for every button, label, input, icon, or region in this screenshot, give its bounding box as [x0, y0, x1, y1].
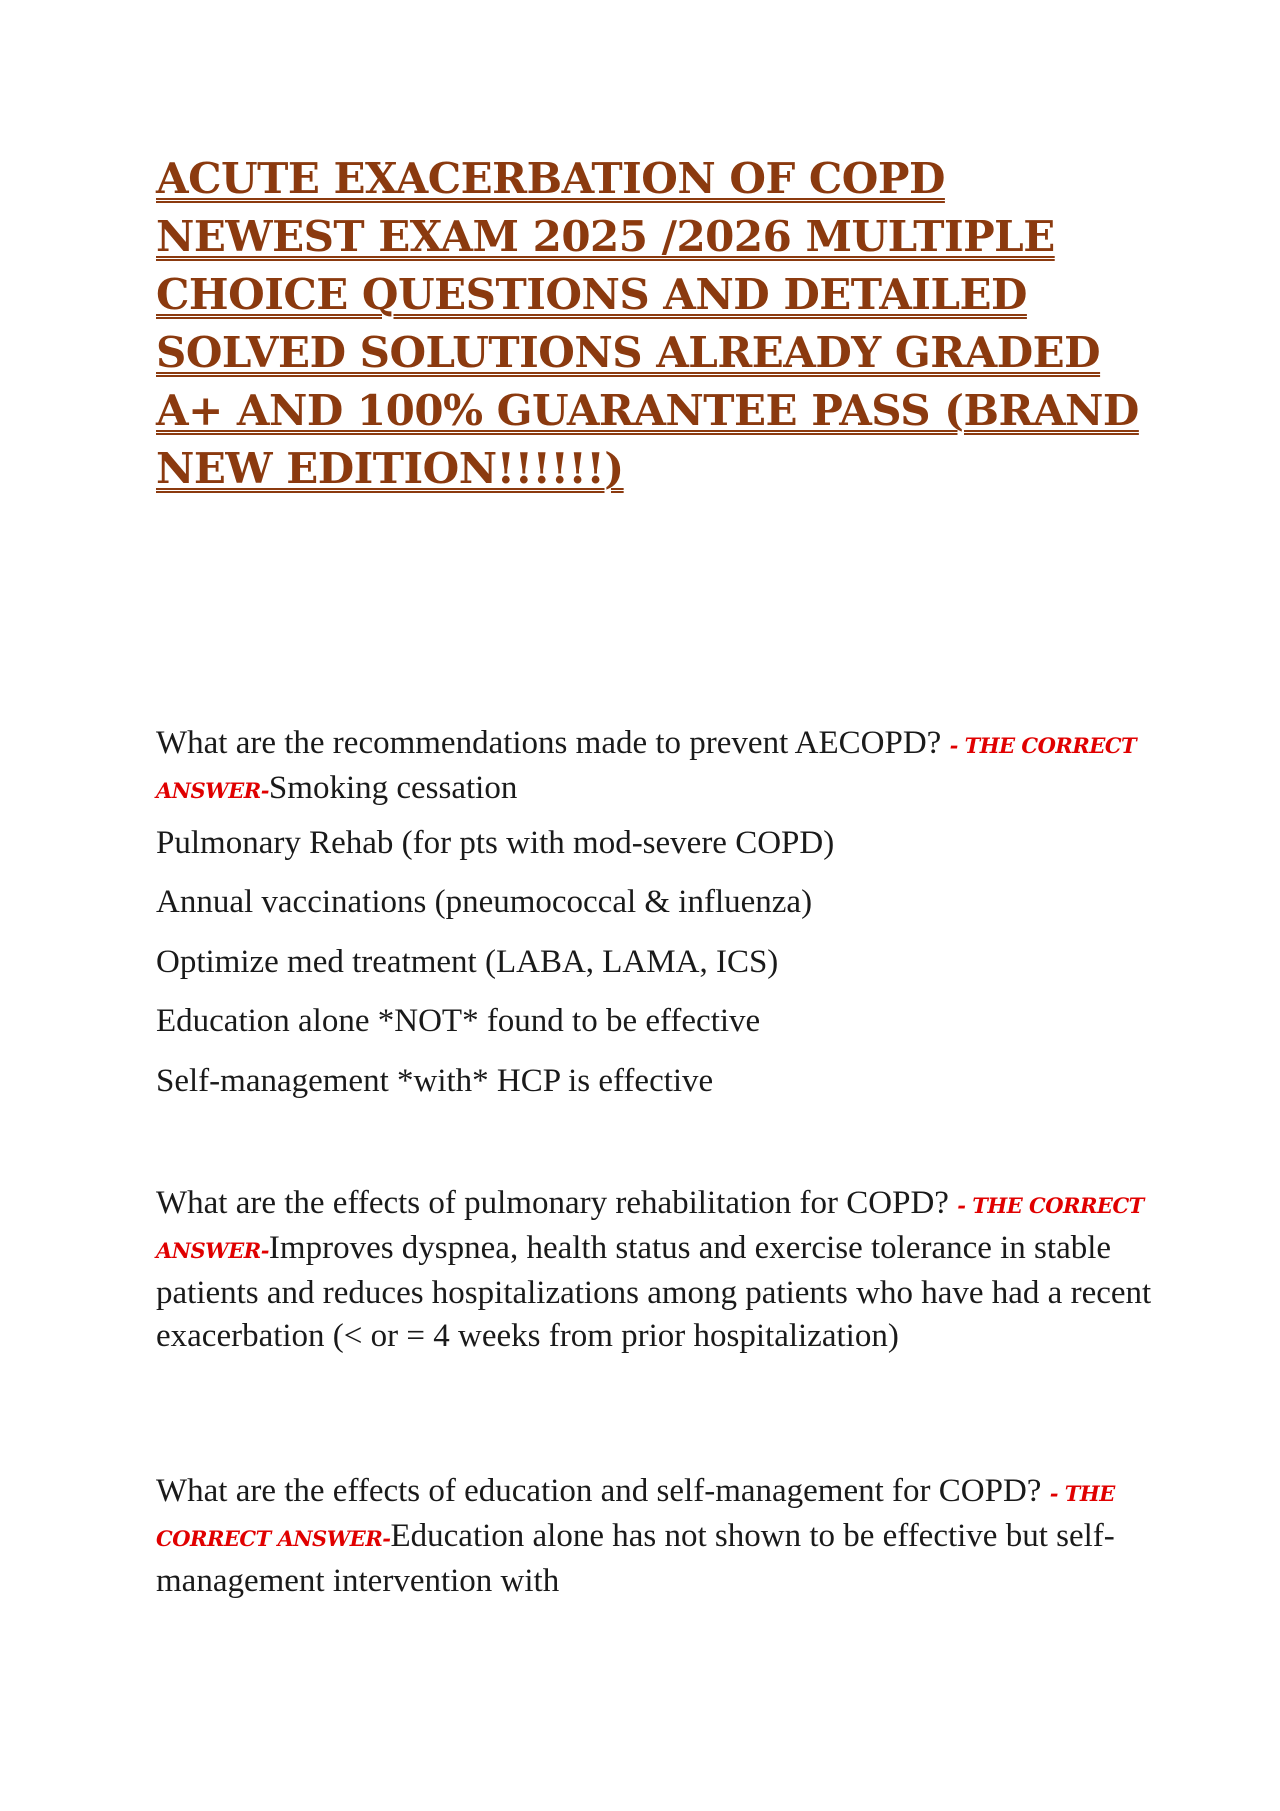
- question-2-text: What are the effects of pulmonary rehabilitation for COPD?: [156, 1185, 958, 1221]
- question-3-text: What are the effects of education and self-management for COPD?: [156, 1473, 1050, 1509]
- answer-1-text: Smoking cessation: [268, 770, 518, 806]
- answer-3-text: Education alone has not shown to be effective but self-management intervention with: [156, 1518, 1115, 1599]
- answer-1-line: Annual vaccinations (pneumococcal & influenza): [156, 884, 813, 920]
- answer-marker: - THE CORRECT ANSWER-: [156, 1481, 1115, 1551]
- answer-1-line: Self-management *with* HCP is effective: [156, 1063, 714, 1099]
- answer-2-text: Improves dyspnea, health status and exercise tolerance in stable patients and reduces hospitalizations among patients who have had a recent exacerbation (< or = 4 weeks from prior hospitalization): [156, 1230, 1152, 1354]
- question-2: [156, 1182, 1156, 1358]
- question-1-text: What are the recommendations made to prevent AECOPD?: [156, 725, 950, 761]
- answer-1-line: Education alone *NOT* found to be effective: [156, 1003, 761, 1039]
- answer-1-line: Optimize med treatment (LABA, LAMA, ICS): [156, 944, 779, 980]
- document-title: ACUTE EXACERBATION OF COPD NEWEST EXAM 2025 /2026 MULTIPLE CHOICE QUESTIONS AND DETAILED SOLVED SOLUTIONS ALREADY GRADED A+ AND 100% GUARANTEE PASS (BRAND NEW EDITION!!!!!!): [156, 154, 1139, 493]
- question-3: [156, 1470, 1156, 1603]
- answer-marker: - THE CORRECT ANSWER-: [156, 733, 1137, 803]
- question-1: [156, 722, 1156, 812]
- answer-1-line: Pulmonary Rehab (for pts with mod-severe COPD): [156, 825, 835, 861]
- answer-marker: - THE CORRECT ANSWER-: [156, 1193, 1144, 1263]
